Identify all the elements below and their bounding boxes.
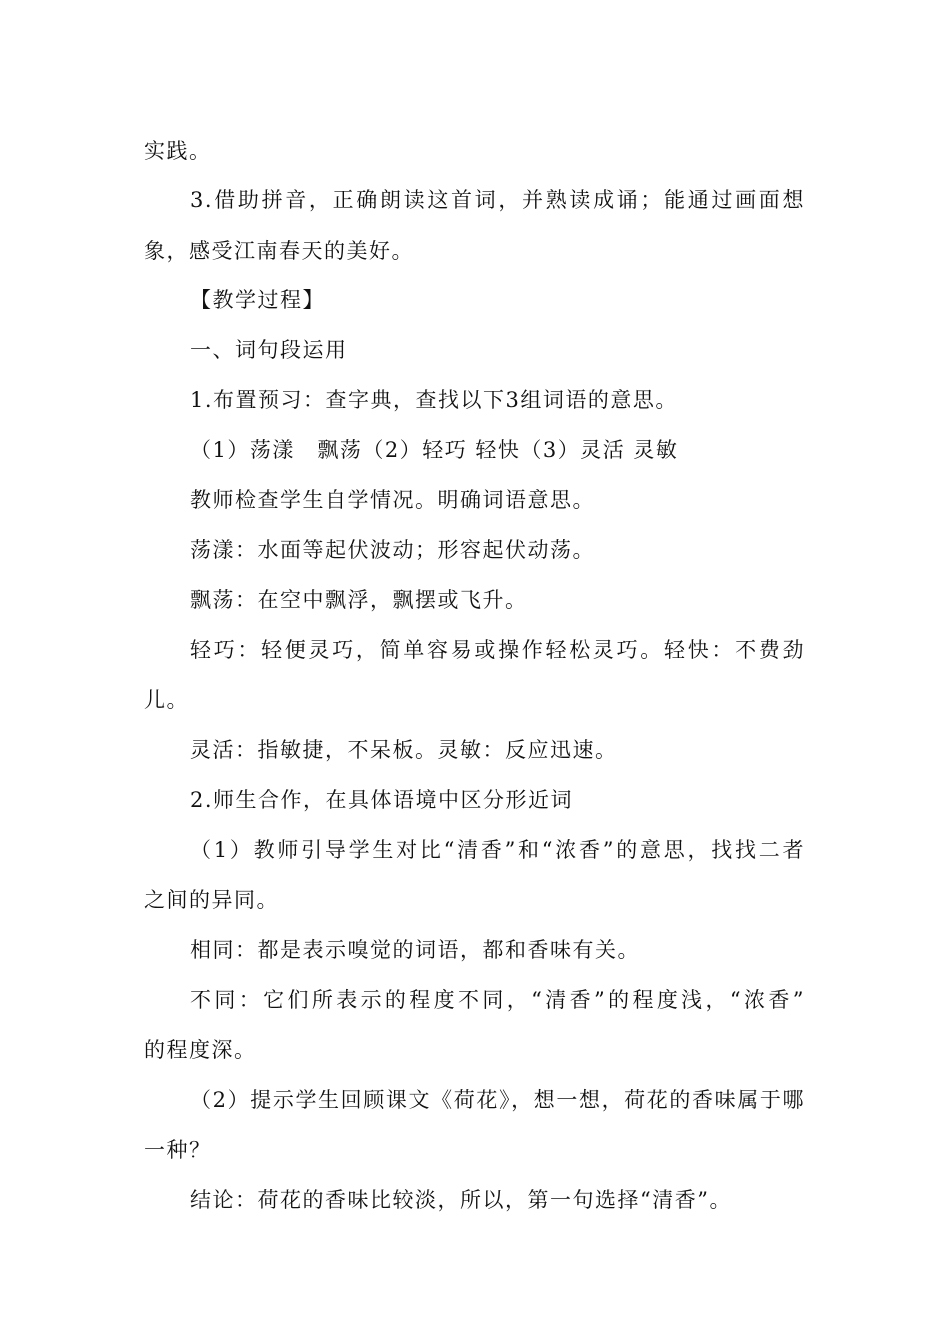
paragraph-line: 灵活：指敏捷，不呆板。灵敏：反应迅速。 [190, 738, 618, 762]
paragraph-line: 荡漾：水面等起伏波动；形容起伏动荡。 [190, 538, 595, 562]
paragraph-line: 的程度深。 [144, 1038, 257, 1062]
paragraph-line: 象，感受江南春天的美好。 [144, 239, 414, 263]
paragraph-line: 1.布置预习：查字典，查找以下3组词语的意思。 [190, 388, 678, 412]
paragraph-line: （1）荡漾 飘荡（2）轻巧 轻快（3）灵活 灵敏 [190, 438, 679, 462]
paragraph-line: 不同：它们所表示的程度不同，“清香”的程度浅，“浓香” [190, 988, 805, 1012]
paragraph-line: 相同：都是表示嗅觉的词语，都和香味有关。 [190, 938, 640, 962]
paragraph-line: 实践。 [144, 139, 212, 163]
paragraph-line: （2）提示学生回顾课文《荷花》，想一想，荷花的香味属于哪 [190, 1088, 805, 1112]
paragraph-line: 教师检查学生自学情况。明确词语意思。 [190, 488, 595, 512]
section-heading: 【教学过程】 [190, 288, 325, 312]
paragraph-line: 轻巧：轻便灵巧，简单容易或操作轻松灵巧。轻快：不费劲 [190, 638, 805, 662]
paragraph-line: 儿。 [144, 688, 189, 712]
paragraph-line: 之间的异同。 [144, 888, 279, 912]
paragraph-line: 飘荡：在空中飘浮，飘摆或飞升。 [190, 588, 528, 612]
paragraph-line: 2.师生合作，在具体语境中区分形近词 [190, 788, 574, 812]
subsection-heading: 一、词句段运用 [190, 338, 348, 362]
paragraph-line: 一种？ [144, 1138, 212, 1162]
paragraph-line: （1）教师引导学生对比“清香”和“浓香”的意思，找找二者 [190, 838, 805, 862]
paragraph-line: 3.借助拼音，正确朗读这首词，并熟读成诵；能通过画面想 [190, 188, 805, 212]
paragraph-line: 结论：荷花的香味比较淡，所以，第一句选择“清香”。 [190, 1188, 732, 1212]
